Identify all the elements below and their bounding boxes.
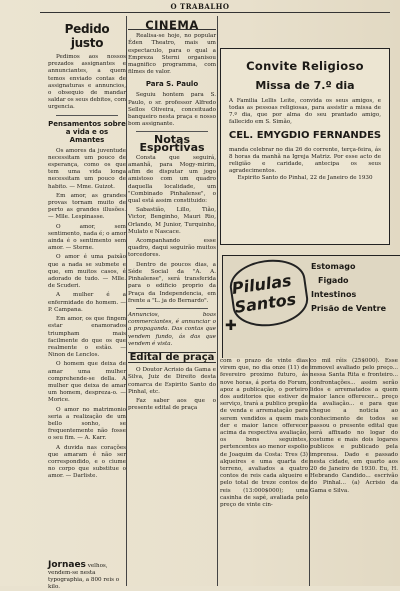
ad-body-2: manda celebrar no dia 26 do corrente, terça-feira, ás 8 horas da manhã na Igreja Matriz. Por esse acto de religião e caridade, antecipa os seus agradecimentos. [229, 147, 381, 174]
paragraph: O Doutor Acrisio da Gama e Silva, Juiz de Direito desta comarca de Espirito Santo do Pinhal, etc. [128, 367, 216, 395]
ad-line-4: Prisão de Ventre [311, 304, 386, 313]
jornaes-title: Jornaes [48, 560, 86, 570]
quote: O homem que deixa de amar uma mulher comprehende-se della. A mulher que deixa de amar um homem, despreza-o. — Morice. [48, 361, 126, 404]
ad-line-1: Estomago [311, 262, 356, 271]
top-rule [40, 12, 390, 13]
religious-invitation-ad [220, 48, 390, 245]
subheadline-sao-paulo: Para S. Paulo [145, 80, 199, 89]
brand-seal-logo [227, 255, 311, 331]
paragraph: Dentro de poucos dias, a Séde Social da "A. A. Pinhalense", será transferida para o edificio proprio da Praça da Independencia, em frente a "L. ja do Bernardo". [128, 261, 216, 304]
quote: O amor no matrimonio seria a realização de um bello sonho, se frequentemente não fosse o seu fim. — A. Karr. [48, 406, 126, 442]
paragraph: Acompanhando esse quadro, daqui seguirão muitos torcedores. [128, 238, 216, 259]
paragraph: Sabastião, Lillo, Tião, Victor, Benginho, Mauri Rio, Orlando, M Junior, Turquinho, Mulato e Nascace. [128, 207, 216, 235]
headline-edital: Edital de praça [129, 351, 215, 363]
paragraph: Faz saber aos que o presente edital de praça [128, 397, 216, 412]
paragraph: Realisa-se hoje, no popular Éden Theatro, mais um espectaculo, para o qual a Empreza Sterni organisou magnifico programma, com filmes de valor. [128, 33, 216, 76]
paragraph: com o prazo de vinte dias virem que, no dia onze (11) de fevereiro proximo futuro, ás nove horas, á porta do Forum, apoz a publicação, o porteiro dos auditorios que estiver de serviço, trará a publico pregão de venda e arrematação para serem vendidos a quem mais der e maior lance offerecer acima da respectiva avaliação, os bens seguintes, pertencentes ao menor espolio de Joaquim da Costa: Tres (3) alqueires e uma quarta de terreno, avaliados a quatro contos de reis cada alqueire e pelo total de treze contos de reis (13:000$000); uma casinha de sapé, avaliada pelo preço de vinte cin- [220, 358, 308, 509]
cross-icon: ✚ [225, 318, 237, 334]
subheadline-pensamentos: Pensamentos sobre a vida e os Amantes [48, 119, 126, 144]
column-3 [220, 358, 308, 511]
separator [136, 308, 208, 309]
jornaes-notice [48, 562, 128, 591]
pills-advertisement [222, 255, 400, 358]
column-divider-1 [126, 16, 127, 586]
brand-name: Pilulas Santos [230, 270, 298, 317]
column-1 [48, 16, 126, 483]
masthead: O TRABALHO [170, 2, 230, 11]
italic-note: Annuncios, boas commerciantes, é annunciar o a propaganda. Das contas que vendem fundo, ás das que vendem é vista. [128, 311, 216, 347]
separator [56, 115, 118, 116]
ad-title: Convite Religioso [246, 59, 364, 73]
ad-name: CEL. EMYGDIO FERNANDES [228, 130, 382, 141]
quote: O amor, sem sentimento, nada é; o amor ainda é o sentimento sem amor. — Sterne. [48, 223, 126, 252]
paragraph: co mil réis (25$000). Esse immovel avaliado pelo preço... nessa Santa Rita e fronteiro... confrontações... assim serão lidos e arrematados a quem maior lance offerecer... preço da avaliação... e para que chegue a noticia ao conhecimento de todos se passou o presente edital que será affixado no logar do costume e mais dois logares publicos e publicado pela imprensa. Dado e passado nesta cidade, em quarto aos 20 de Janeiro de 1930. Eu, H. Hebrando Candido... escrivão do Pinhal... (a) Acrisio da Gama e Silva. [310, 358, 398, 494]
ad-line-3: Intestinos [311, 290, 357, 299]
column-4 [310, 358, 398, 497]
quote: Em amor, os que fingem estar enamorados triumpham mais facilmente do que os que realmente o estão. — Ninon de Lenclos. [48, 316, 126, 359]
quote: A duvida nas corações que amaram é não ser correspondido, e o ciume no corpo que substitue o amor. — Darliste. [48, 444, 126, 480]
quote: Os amores da juventude necessitam um pouco de esperança, como os que tem uma vida longa necessitam um pouco de habito. — Mme. Guizot. [48, 147, 126, 190]
headline-pedido-justo: Pedido justo [64, 22, 110, 50]
headline-notas-esportivas: Notas Esportivas [139, 133, 205, 154]
paragraph: Consta que seguirá, amanhã, para Mogy-mirim, afim de disputar um jogo amistoso com um quadro daquella localidade, um "Combinado Pinhalense", o qual está assim constituido: [128, 154, 216, 205]
jornaes-text: velhos, vendem-se nesta typographia, a 800 reis o kilo. [48, 563, 120, 590]
ad-body: A Familia Lellis Leite, convida os seus amigos, e todas as pessoas religiosas, para assistir a missa de 7.º dia, que por alma do seu prantado amigo, fallecido em S. Simão, [229, 98, 381, 125]
separator [136, 131, 208, 132]
quote: A mulher é a enfermidade do homem. — P. Campana. [48, 292, 126, 313]
quote: O amor é uma paixão que a nada se submete e que, em muitos casos, é adorado de tudo. — Mlle. de Scuderi. [48, 254, 126, 290]
column-divider-2 [217, 16, 218, 586]
paragraph: Pedimos aos nossos prezados assignantes e annunciantes, a quem temos enviado contas de assignaturas e annuncios, o obsequio de mandar saldar os seus debitos, com urgencia. [48, 54, 126, 111]
ad-line-2: Figado [318, 276, 349, 285]
column-2 [128, 16, 216, 414]
quote: Em amor, as grandes provas tornam muito de perto as grandes illusões. — Mlle. Lespinasse. [48, 192, 126, 221]
ad-signature: Espirito Santo do Pinhal, 22 de Janeiro de 1930 [237, 175, 373, 181]
headline-cinema: CINEMA [128, 22, 216, 30]
ad-subtitle: Missa de 7.º dia [255, 79, 355, 92]
paragraph: Seguiu hontem para S. Paulo, o sr. professor Alfredo Sellos Oliveira, conceituado banqueiro nesta praça e nosso bom assignante. [128, 92, 216, 128]
